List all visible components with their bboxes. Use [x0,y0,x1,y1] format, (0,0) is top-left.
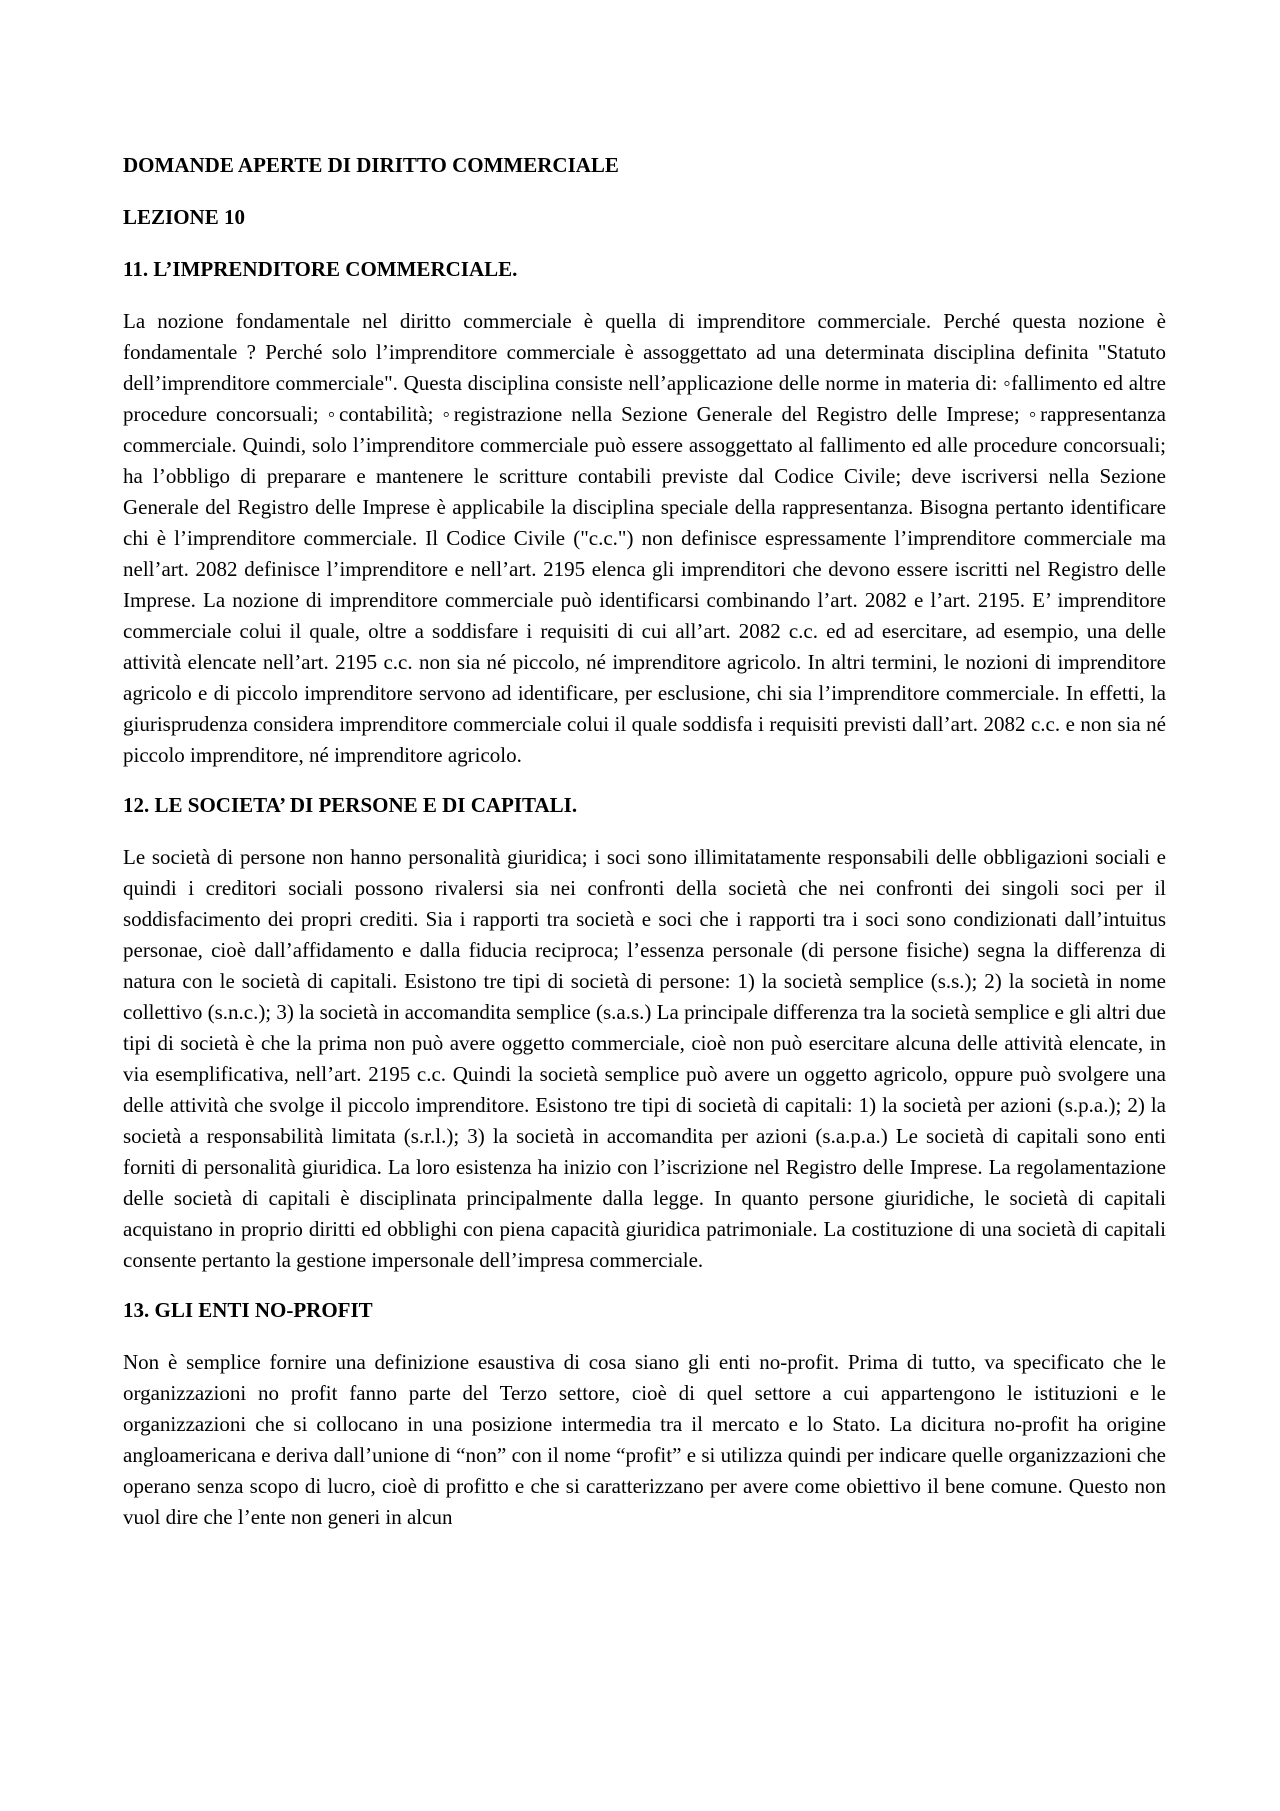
section-heading-societa: 12. LE SOCIETA’ DI PERSONE E DI CAPITALI. [123,793,578,817]
document-title: DOMANDE APERTE DI DIRITTO COMMERCIALE [123,153,619,177]
section-heading-no-profit: 13. GLI ENTI NO-PROFIT [123,1298,373,1322]
document-page [123,150,1166,1552]
lesson-heading: LEZIONE 10 [123,205,245,229]
section-heading-imprenditore: 11. L’IMPRENDITORE COMMERCIALE. [123,257,518,281]
section-body-imprenditore: La nozione fondamentale nel diritto commerciale è quella di imprenditore commerciale. Perché questa nozione è fondamentale ? Perché solo l’imprenditore commerciale è assoggettato ad una determinata disciplina definita "Statuto dell’imprenditore commerciale". Questa disciplina consiste nell’applicazione delle norme in materia di: ◦fallimento ed altre procedure concorsuali; ◦contabilità; ◦registrazione nella Sezione Generale del Registro delle Imprese; ◦rappresentanza commerciale. Quindi, solo l’imprenditore commerciale può essere assoggettato al fallimento ed alle procedure concorsuali; ha l’obbligo di preparare e mantenere le scritture contabili previste dal Codice Civile; deve iscriversi nella Sezione Generale del Registro delle Imprese è applicabile la disciplina speciale della rappresentanza. Bisogna pertanto identificare chi è l’imprenditore commerciale. Il Codice Civile ("c.c.") non definisce espressamente l’imprenditore commerciale ma nell’art. 2082 definisce l’imprenditore e nell’art. 2195 elenca gli imprenditori che devono essere iscritti nel Registro delle Imprese. La nozione di imprenditore commerciale può identificarsi combinando l’art. 2082 e l’art. 2195. E’ imprenditore commerciale colui il quale, oltre a soddisfare i requisiti di cui all’art. 2082 c.c. ed ad esercitare, ad esempio, una delle attività elencate nell’art. 2195 c.c. non sia né piccolo, né imprenditore agricolo. In altri termini, le nozioni di imprenditore agricolo e di piccolo imprenditore servono ad identificare, per esclusione, chi sia l’imprenditore commerciale. In effetti, la giurisprudenza considera imprenditore commerciale colui il quale soddisfa i requisiti previsti dall’art. 2082 c.c. e non sia né piccolo imprenditore, né imprenditore agricolo. [123,309,1166,767]
section-body-societa: Le società di persone non hanno personalità giuridica; i soci sono illimitatamente responsabili delle obbligazioni sociali e quindi i creditori sociali possono rivalersi sia nei confronti della società che nei confronti dei singoli soci per il soddisfacimento dei propri crediti. Sia i rapporti tra società e soci che i rapporti tra i soci sono condizionati dall’intuitus personae, cioè dall’affidamento e dalla fiducia reciproca; l’essenza personale (di persone fisiche) segna la differenza di natura con le società di capitali. Esistono tre tipi di società di persone: 1) la società semplice (s.s.); 2) la società in nome collettivo (s.n.c.); 3) la società in accomandita semplice (s.a.s.) La principale differenza tra la società semplice e gli altri due tipi di società è che la prima non può avere oggetto commerciale, cioè non può esercitare alcuna delle attività elencate, in via esemplificativa, nell’art. 2195 c.c. Quindi la società semplice può avere un oggetto agricolo, oppure può svolgere una delle attività che svolge il piccolo imprenditore. Esistono tre tipi di società di capitali: 1) la società per azioni (s.p.a.); 2) la società a responsabilità limitata (s.r.l.); 3) la società in accomandita per azioni (s.a.p.a.) Le società di capitali sono enti forniti di personalità giuridica. La loro esistenza ha inizio con l’iscrizione nel Registro delle Imprese. La regolamentazione delle società di capitali è disciplinata principalmente dalla legge. In quanto persone giuridiche, le società di capitali acquistano in proprio diritti ed obblighi con piena capacità giuridica patrimoniale. La costituzione di una società di capitali consente pertanto la gestione impersonale dell’impresa commerciale. [123,845,1166,1272]
section-body-no-profit: Non è semplice fornire una definizione esaustiva di cosa siano gli enti no-profit. Prima di tutto, va specificato che le organizzazioni no profit fanno parte del Terzo settore, cioè di quel settore a cui appartengono le istituzioni e le organizzazioni che si collocano in una posizione intermedia tra il mercato e lo Stato. La dicitura no-profit ha origine angloamericana e deriva dall’unione di “non” con il nome “profit” e si utilizza quindi per indicare quelle organizzazioni che operano senza scopo di lucro, cioè di profitto e che si caratterizzano per avere come obiettivo il bene comune. Questo non vuol dire che l’ente non generi in alcun [123,1350,1166,1529]
